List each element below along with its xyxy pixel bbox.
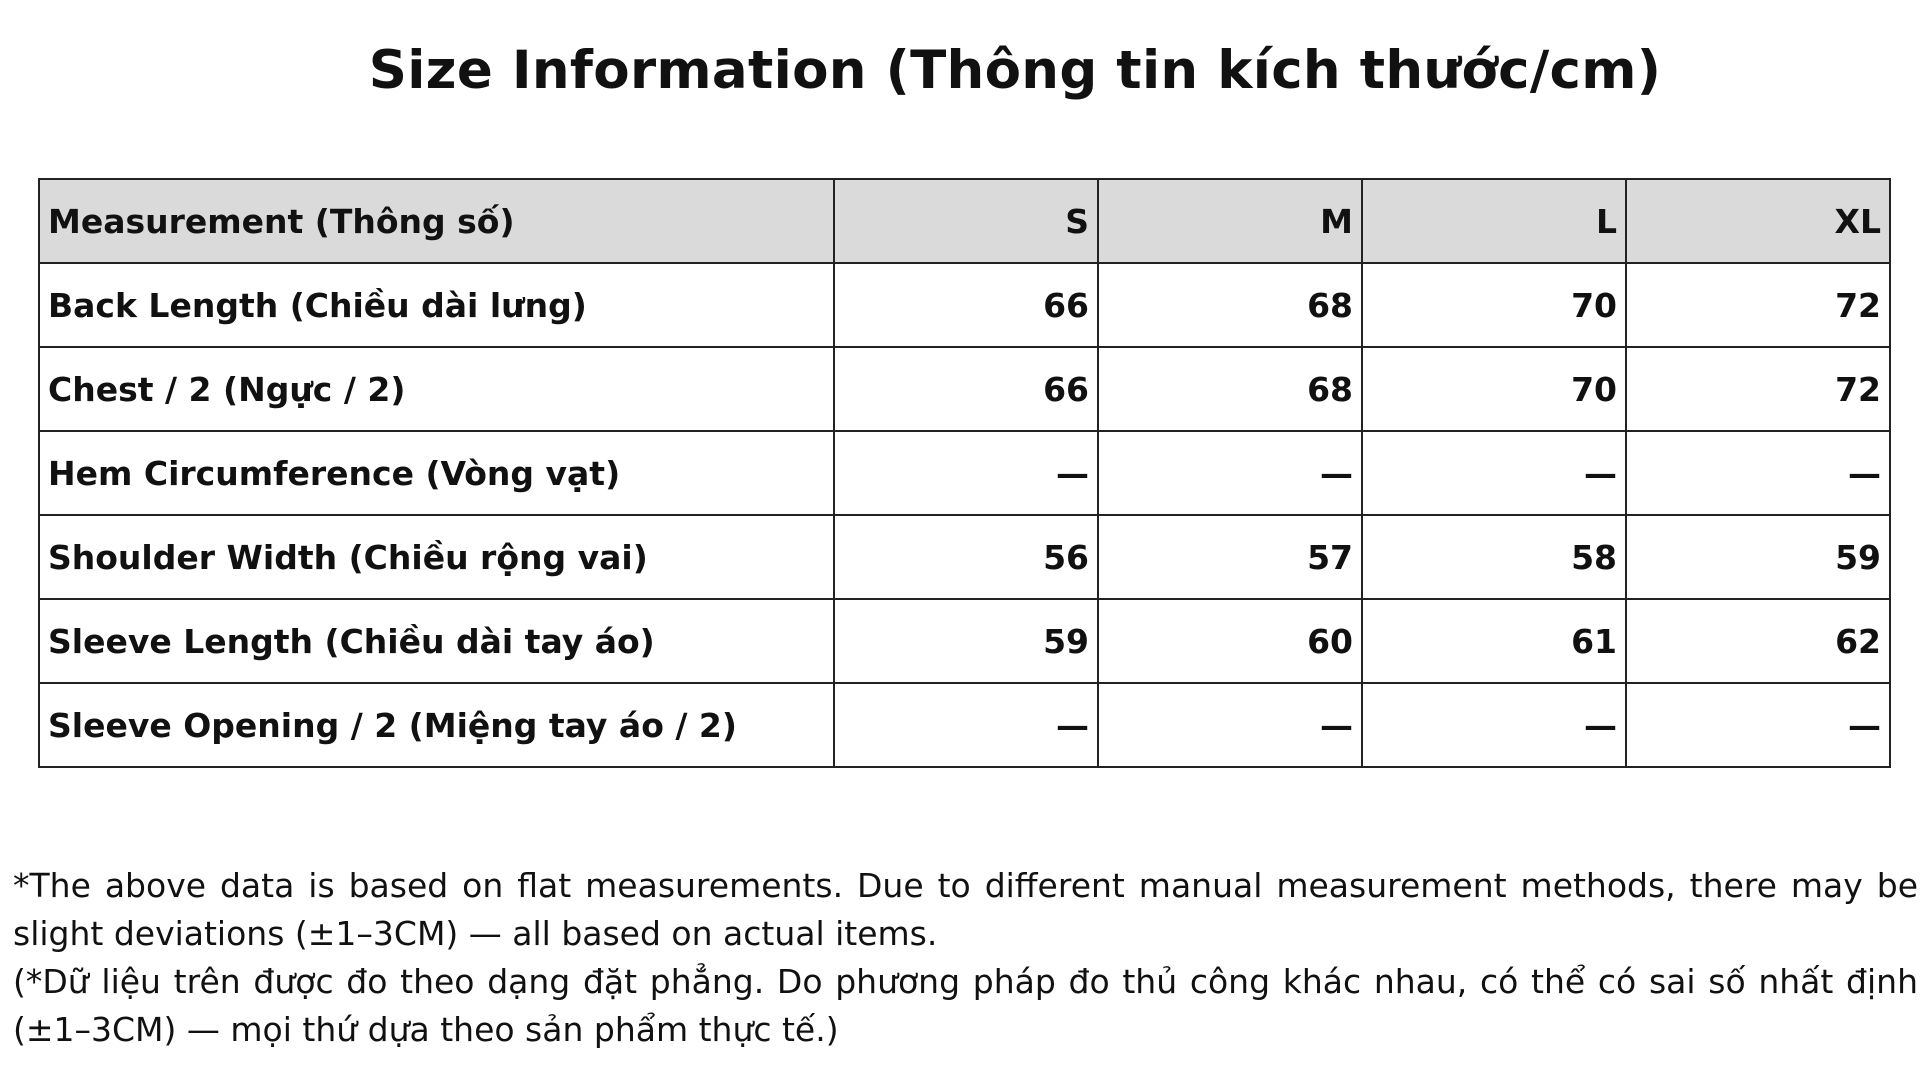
table-cell: — [834, 431, 1098, 515]
header-measurement: Measurement (Thông số) [39, 179, 834, 263]
note-vietnamese: (*Dữ liệu trên được đo theo dạng đặt phẳng. Do phương pháp đo thủ công khác nhau, có thể có sai số nhất định (±1–3CM) — mọi thứ dựa theo sản phẩm thực tế.) [13, 962, 1918, 1049]
table-cell: 68 [1098, 263, 1362, 347]
table-cell: 61 [1362, 599, 1626, 683]
header-size-s: S [834, 179, 1098, 263]
note-english: *The above data is based on flat measurements. Due to different manual measurement methods, there may be slight deviations (±1–3CM) — all based on actual items. [13, 866, 1918, 953]
table-cell: 72 [1626, 347, 1890, 431]
table-cell: 62 [1626, 599, 1890, 683]
table-row [39, 347, 1890, 431]
table-cell: — [1098, 431, 1362, 515]
table-cell: 70 [1362, 263, 1626, 347]
table-row [39, 431, 1890, 515]
table-cell: 72 [1626, 263, 1890, 347]
table-cell: — [1362, 683, 1626, 767]
table-cell: 66 [834, 263, 1098, 347]
table-cell: 58 [1362, 515, 1626, 599]
table-cell: 70 [1362, 347, 1626, 431]
table-row [39, 599, 1890, 683]
measurement-label: Sleeve Opening / 2 (Miệng tay áo / 2) [39, 683, 834, 767]
table-cell: — [1626, 431, 1890, 515]
header-size-m: M [1098, 179, 1362, 263]
table-cell: 57 [1098, 515, 1362, 599]
table-cell: 59 [1626, 515, 1890, 599]
table-cell: 60 [1098, 599, 1362, 683]
size-table [38, 178, 1891, 768]
header-size-xl: XL [1626, 179, 1890, 263]
measurement-label: Hem Circumference (Vòng vạt) [39, 431, 834, 515]
table-header-row [39, 179, 1890, 263]
table-cell: — [834, 683, 1098, 767]
table-row [39, 683, 1890, 767]
table-cell: — [1098, 683, 1362, 767]
measurement-label: Chest / 2 (Ngực / 2) [39, 347, 834, 431]
measurement-label: Sleeve Length (Chiều dài tay áo) [39, 599, 834, 683]
table-cell: 66 [834, 347, 1098, 431]
table-row [39, 263, 1890, 347]
table-cell: — [1362, 431, 1626, 515]
table-row [39, 515, 1890, 599]
measurement-note [13, 862, 1918, 1054]
table-cell: 68 [1098, 347, 1362, 431]
table-cell: 59 [834, 599, 1098, 683]
table-cell: 56 [834, 515, 1098, 599]
measurement-label: Back Length (Chiều dài lưng) [39, 263, 834, 347]
measurement-label: Shoulder Width (Chiều rộng vai) [39, 515, 834, 599]
table-cell: — [1626, 683, 1890, 767]
page-title: Size Information (Thông tin kích thước/cm) [368, 40, 1662, 101]
header-size-l: L [1362, 179, 1626, 263]
